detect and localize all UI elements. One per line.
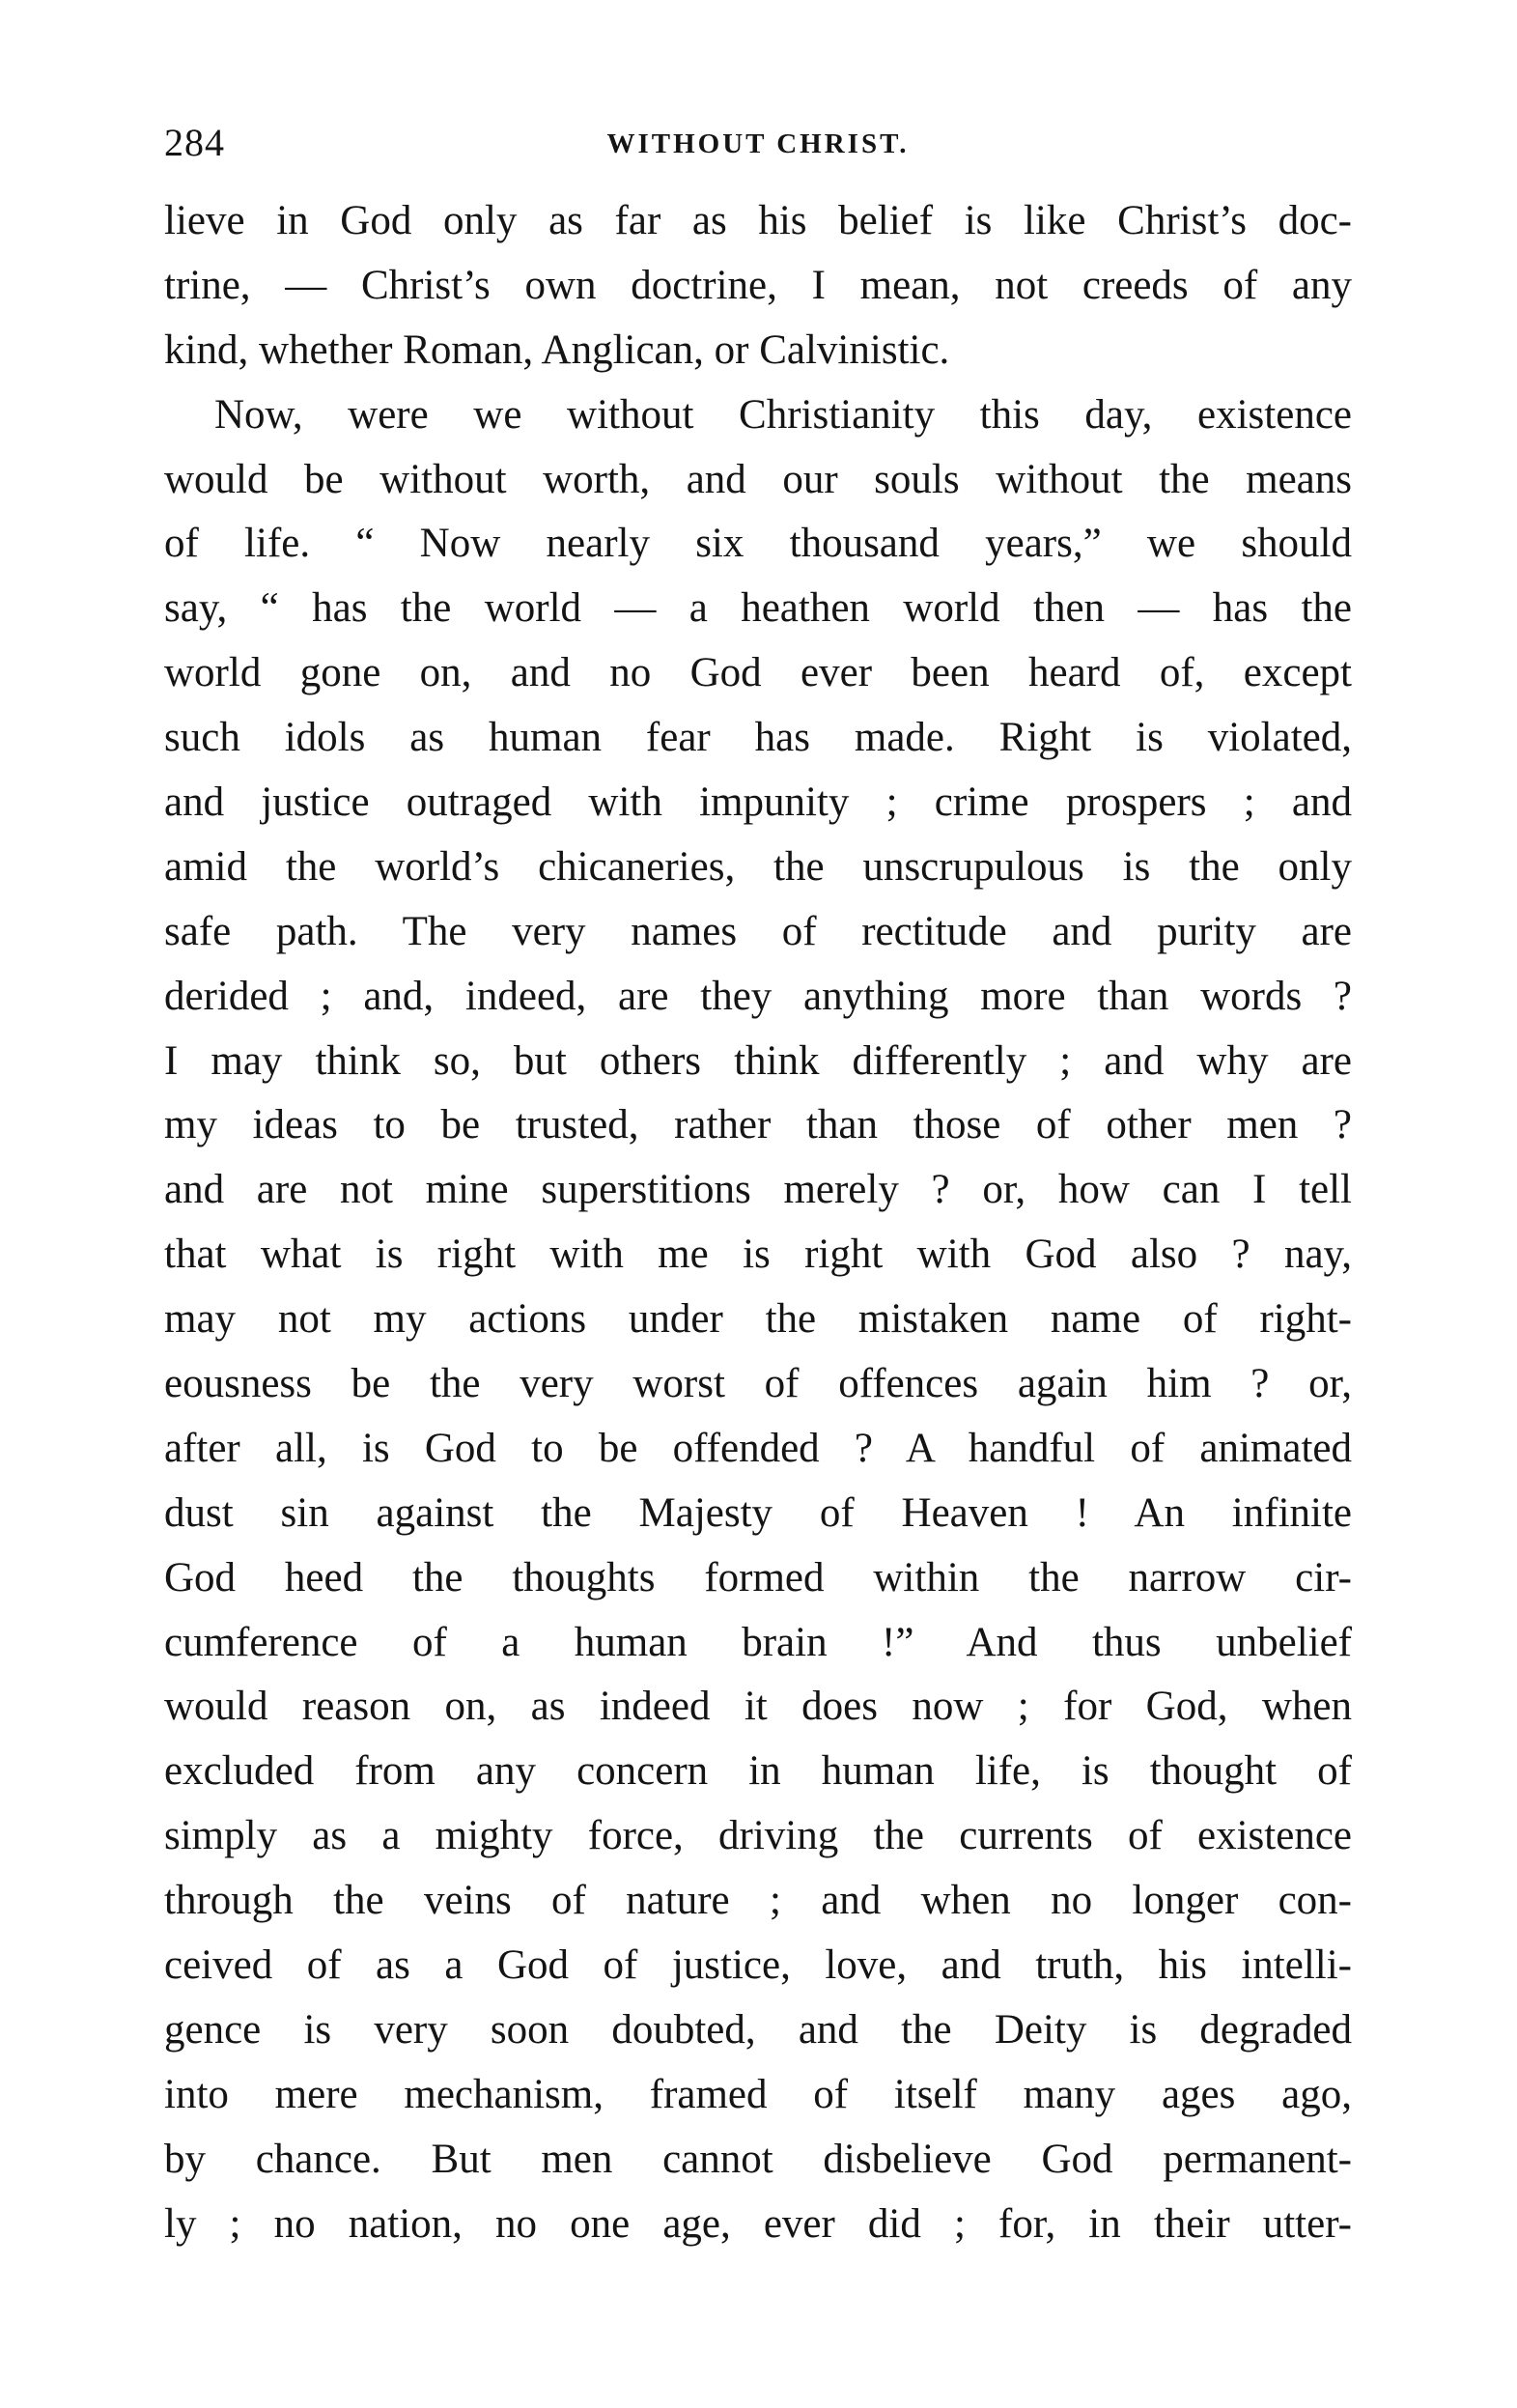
- text-line: may not my actions under the mistaken name of right-: [164, 1296, 1352, 1343]
- text-line: and are not mine superstitions merely ? or, how can I tell: [164, 1167, 1352, 1213]
- text-line: derided ; and, indeed, are they anything more than words ?: [164, 973, 1352, 1019]
- text-line: into mere mechanism, framed of itself many ages ago,: [164, 2071, 1352, 2117]
- text-line: I may think so, but others think differently ; and why are: [164, 1037, 1352, 1084]
- running-head: WITHOUT CHRIST.: [606, 128, 910, 159]
- text-line: lieve in God only as far as his belief is like Christ’s doc-: [164, 198, 1352, 243]
- text-line: through the veins of nature ; and when no longer con-: [164, 1878, 1352, 1924]
- text-line: my ideas to be trusted, rather than those of other men ?: [164, 1102, 1352, 1148]
- text-line: excluded from any concern in human life, is thought of: [164, 1748, 1352, 1795]
- text-line: kind, whether Roman, Anglican, or Calvinistic.: [164, 326, 950, 373]
- text-line: that what is right with me is right with God also ? nay,: [164, 1232, 1352, 1278]
- text-line: safe path. The very names of rectitude and purity are: [164, 908, 1352, 954]
- body-text: [164, 189, 1352, 2257]
- text-line: gence is very soon doubted, and the Deity is degraded: [164, 2006, 1352, 2053]
- text-line: eousness be the very worst of offences again him ? or,: [164, 1361, 1352, 1407]
- text-line: by chance. But men cannot disbelieve God permanent-: [164, 2136, 1352, 2182]
- text-line: amid the world’s chicaneries, the unscrupulous is the only: [164, 843, 1352, 890]
- text-line: world gone on, and no God ever been heard of, except: [164, 650, 1352, 696]
- page-number: 284: [164, 121, 225, 164]
- text-line: say, “ has the world — a heathen world then — has the: [164, 585, 1352, 632]
- text-line: of life. “ Now nearly six thousand years,” we should: [164, 521, 1352, 567]
- text-line: God heed the thoughts formed within the narrow cir-: [164, 1554, 1352, 1601]
- text-line: would reason on, as indeed it does now ; for God, when: [164, 1684, 1352, 1730]
- text-line: ly ; no nation, no one age, ever did ; for, in their utter-: [164, 2200, 1352, 2247]
- text-line: such idols as human fear has made. Right is violated,: [164, 715, 1352, 761]
- page-header: [164, 114, 1352, 172]
- text-line: after all, is God to be offended ? A handful of animated: [164, 1425, 1352, 1471]
- text-line: simply as a mighty force, driving the currents of existence: [164, 1813, 1352, 1859]
- text-line: ceived of as a God of justice, love, and truth, his intelli-: [164, 1942, 1352, 1989]
- text-line: trine, — Christ’s own doctrine, I mean, not creeds of any: [164, 262, 1352, 308]
- text-line: and justice outraged with impunity ; crime prospers ; and: [164, 779, 1352, 826]
- text-line: dust sin against the Majesty of Heaven ! An infinite: [164, 1489, 1352, 1536]
- text-line: Now, were we without Christianity this day, existence: [214, 391, 1352, 438]
- text-line: would be without worth, and our souls without the means: [164, 456, 1352, 502]
- text-line: cumference of a human brain !” And thus unbelief: [164, 1619, 1352, 1665]
